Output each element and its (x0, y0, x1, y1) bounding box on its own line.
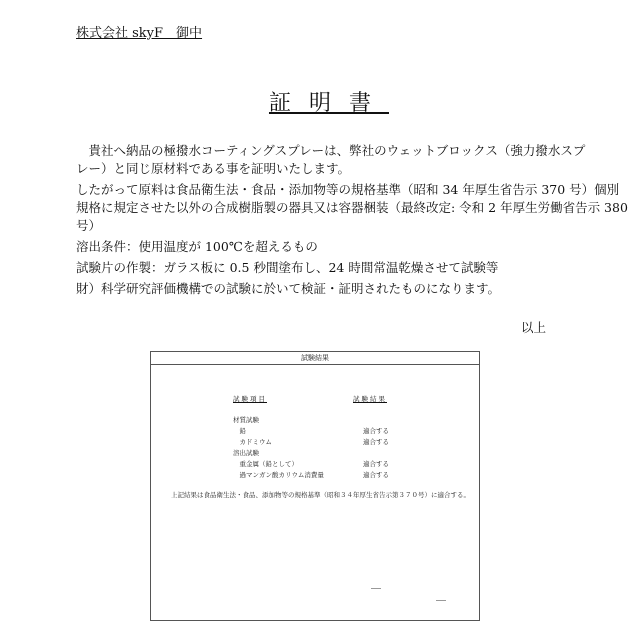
scan-mark (436, 600, 446, 601)
document-title-text: 証明書 (268, 91, 389, 116)
body-line-5: 号） (76, 218, 102, 233)
body-line-7: 試験片の作製：ガラス板に 0.5 秒間塗布し、24 時間常温乾燥させて試験等 (76, 260, 499, 275)
column-header-result: 試験結果 (353, 395, 387, 403)
test-row-item: 溶出試験 (233, 449, 259, 457)
scan-mark (371, 588, 381, 589)
test-row-result: 適合する (363, 438, 389, 446)
test-row-result: 適合する (363, 427, 389, 435)
test-row-item: カドミウム (233, 438, 272, 446)
test-row-item: 鉛 (233, 427, 246, 435)
test-row-item: 過マンガン酸カリウム消費量 (233, 471, 324, 479)
body-line-3: したがって原料は食品衛生法・食品・添加物等の規格基準（昭和 34 年厚生省告示 370 号）個別 (76, 182, 620, 197)
column-header-item: 試験項目 (233, 395, 267, 403)
body-line-6: 溶出条件：使用温度が 100℃を超えるもの (76, 239, 318, 254)
document-title (0, 86, 640, 117)
test-row-result: 適合する (363, 460, 389, 468)
body-line-8: 財）科学研究評価機構での試験に於いて検証・証明されたものになります。 (76, 281, 501, 296)
addressee: 株式会社 skyF 御中 (76, 26, 203, 41)
test-row-item: 重金属（鉛として） (233, 460, 298, 468)
test-results-header: 試験結果 (151, 352, 479, 365)
test-results-footnote: 上記結果は食品衛生法・食品、添加物等の規格基準（昭和３４年厚生省告示第３７０号）に適合する。 (171, 491, 470, 499)
test-results-sheet (150, 351, 480, 621)
body-line-4: 規格に規定させた以外の合成樹脂製の器具又は容器梱装（最終改定: 令和 2 年厚生労働省告示 380 (76, 200, 628, 215)
test-row-item: 材質試験 (233, 416, 259, 424)
test-row-result: 適合する (363, 471, 389, 479)
body-line-1: 貴社へ納品の極撥水コーティングスプレーは、弊社のウェットブロックス（強力撥水スプ (76, 143, 586, 158)
body-line-2: レー）と同じ原材料である事を証明いたします。 (76, 161, 351, 176)
closing-remark: 以上 (520, 320, 546, 335)
